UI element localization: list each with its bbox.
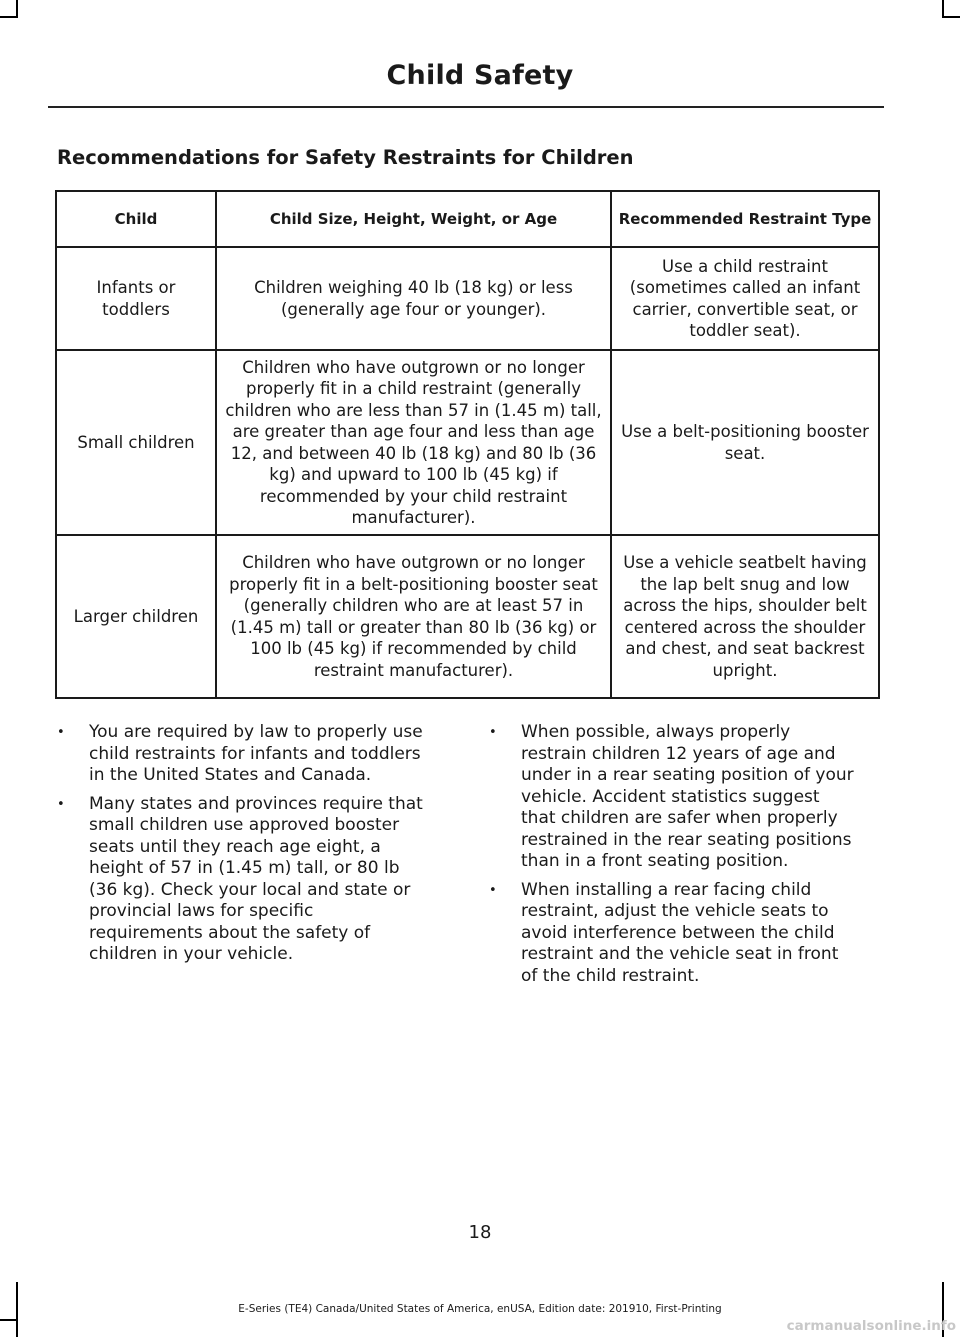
table-cell-size: Children who have outgrown or no longer properly fit in a child restraint (generally children who are less than 57 in (1.45 m) tall, are greater than age four and less than age 12, and between 40 lb (18 kg) and 80 lb (36 kg) and upward to 100 lb (45 kg) if recommended by your child restraint manufacturer). — [216, 350, 611, 535]
table-cell-size: Children who have outgrown or no longer properly fit in a belt-positioning booster seat (generally children who are at least 57 in (1.45 m) tall or greater than 80 lb (36 kg) or 100 lb (45 kg) if recommended by child restraint manufacturer). — [216, 535, 611, 698]
list-item — [489, 722, 859, 873]
bullet-text: When possible, always properly restrain children 12 years of age and under in a rear seating position of your vehicle. Accident statistics suggest that children are safer when properly restrained in the rear seating positions than in a front seating position. — [521, 722, 854, 871]
table-cell-restraint: Use a child restraint (sometimes called an infant carrier, convertible seat, or toddler seat). — [611, 247, 879, 350]
bullet-icon: • — [489, 725, 497, 740]
page-header-title: Child Safety — [386, 60, 574, 91]
table-cell-child: Small children — [56, 350, 216, 535]
crop-mark-top-left-h — [0, 16, 18, 18]
crop-mark-top-right-h — [942, 16, 960, 18]
bullet-text: Many states and provinces require that small children use approved booster seats until they reach age eight, a height of 57 in (1.45 m) tall, or 80 lb (36 kg). Check your local and state or provincial laws for specific requirements about the safety of children in your vehicle. — [89, 793, 423, 964]
table-cell-restraint: Use a belt-positioning booster seat. — [611, 350, 879, 535]
table-row — [56, 247, 879, 350]
bullet-list-right — [489, 722, 859, 994]
page-number: 18 — [468, 1222, 492, 1243]
list-item — [57, 794, 427, 966]
section-title: Recommendations for Safety Restraints for Children — [57, 146, 634, 169]
column-header-size: Child Size, Height, Weight, or Age — [216, 191, 611, 247]
crop-mark-bottom-left-h — [0, 1319, 18, 1321]
header-divider — [48, 106, 884, 108]
bullet-icon: • — [489, 882, 497, 898]
table-row — [56, 535, 879, 698]
bullet-icon: • — [57, 725, 65, 740]
table-cell-child: Infants or toddlers — [56, 247, 216, 350]
table-cell-size: Children weighing 40 lb (18 kg) or less (generally age four or younger). — [216, 247, 611, 350]
table-header-row — [56, 191, 879, 247]
list-item — [489, 880, 859, 988]
restraint-recommendation-table — [55, 190, 880, 699]
column-header-restraint: Recommended Restraint Type — [611, 191, 879, 247]
list-item — [57, 722, 427, 787]
watermark: carmanualsonline.info — [786, 1318, 956, 1334]
column-header-child: Child — [56, 191, 216, 247]
bullet-text: You are required by law to properly use child restraints for infants and toddlers in the United States and Canada. — [89, 722, 423, 785]
edition-footer: E-Series (TE4) Canada/United States of America, enUSA, Edition date: 201910, First-Printing — [238, 1303, 722, 1315]
bullet-text: When installing a rear facing child restraint, adjust the vehicle seats to avoid interference between the child restraint and the vehicle seat in front of the child restraint. — [521, 879, 839, 986]
bullet-list-left — [57, 722, 427, 973]
bullet-icon: • — [57, 796, 65, 812]
table-cell-child: Larger children — [56, 535, 216, 698]
table-cell-restraint: Use a vehicle seatbelt having the lap belt snug and low across the hips, shoulder belt centered across the shoulder and chest, and seat backrest upright. — [611, 535, 879, 698]
table-row — [56, 350, 879, 535]
